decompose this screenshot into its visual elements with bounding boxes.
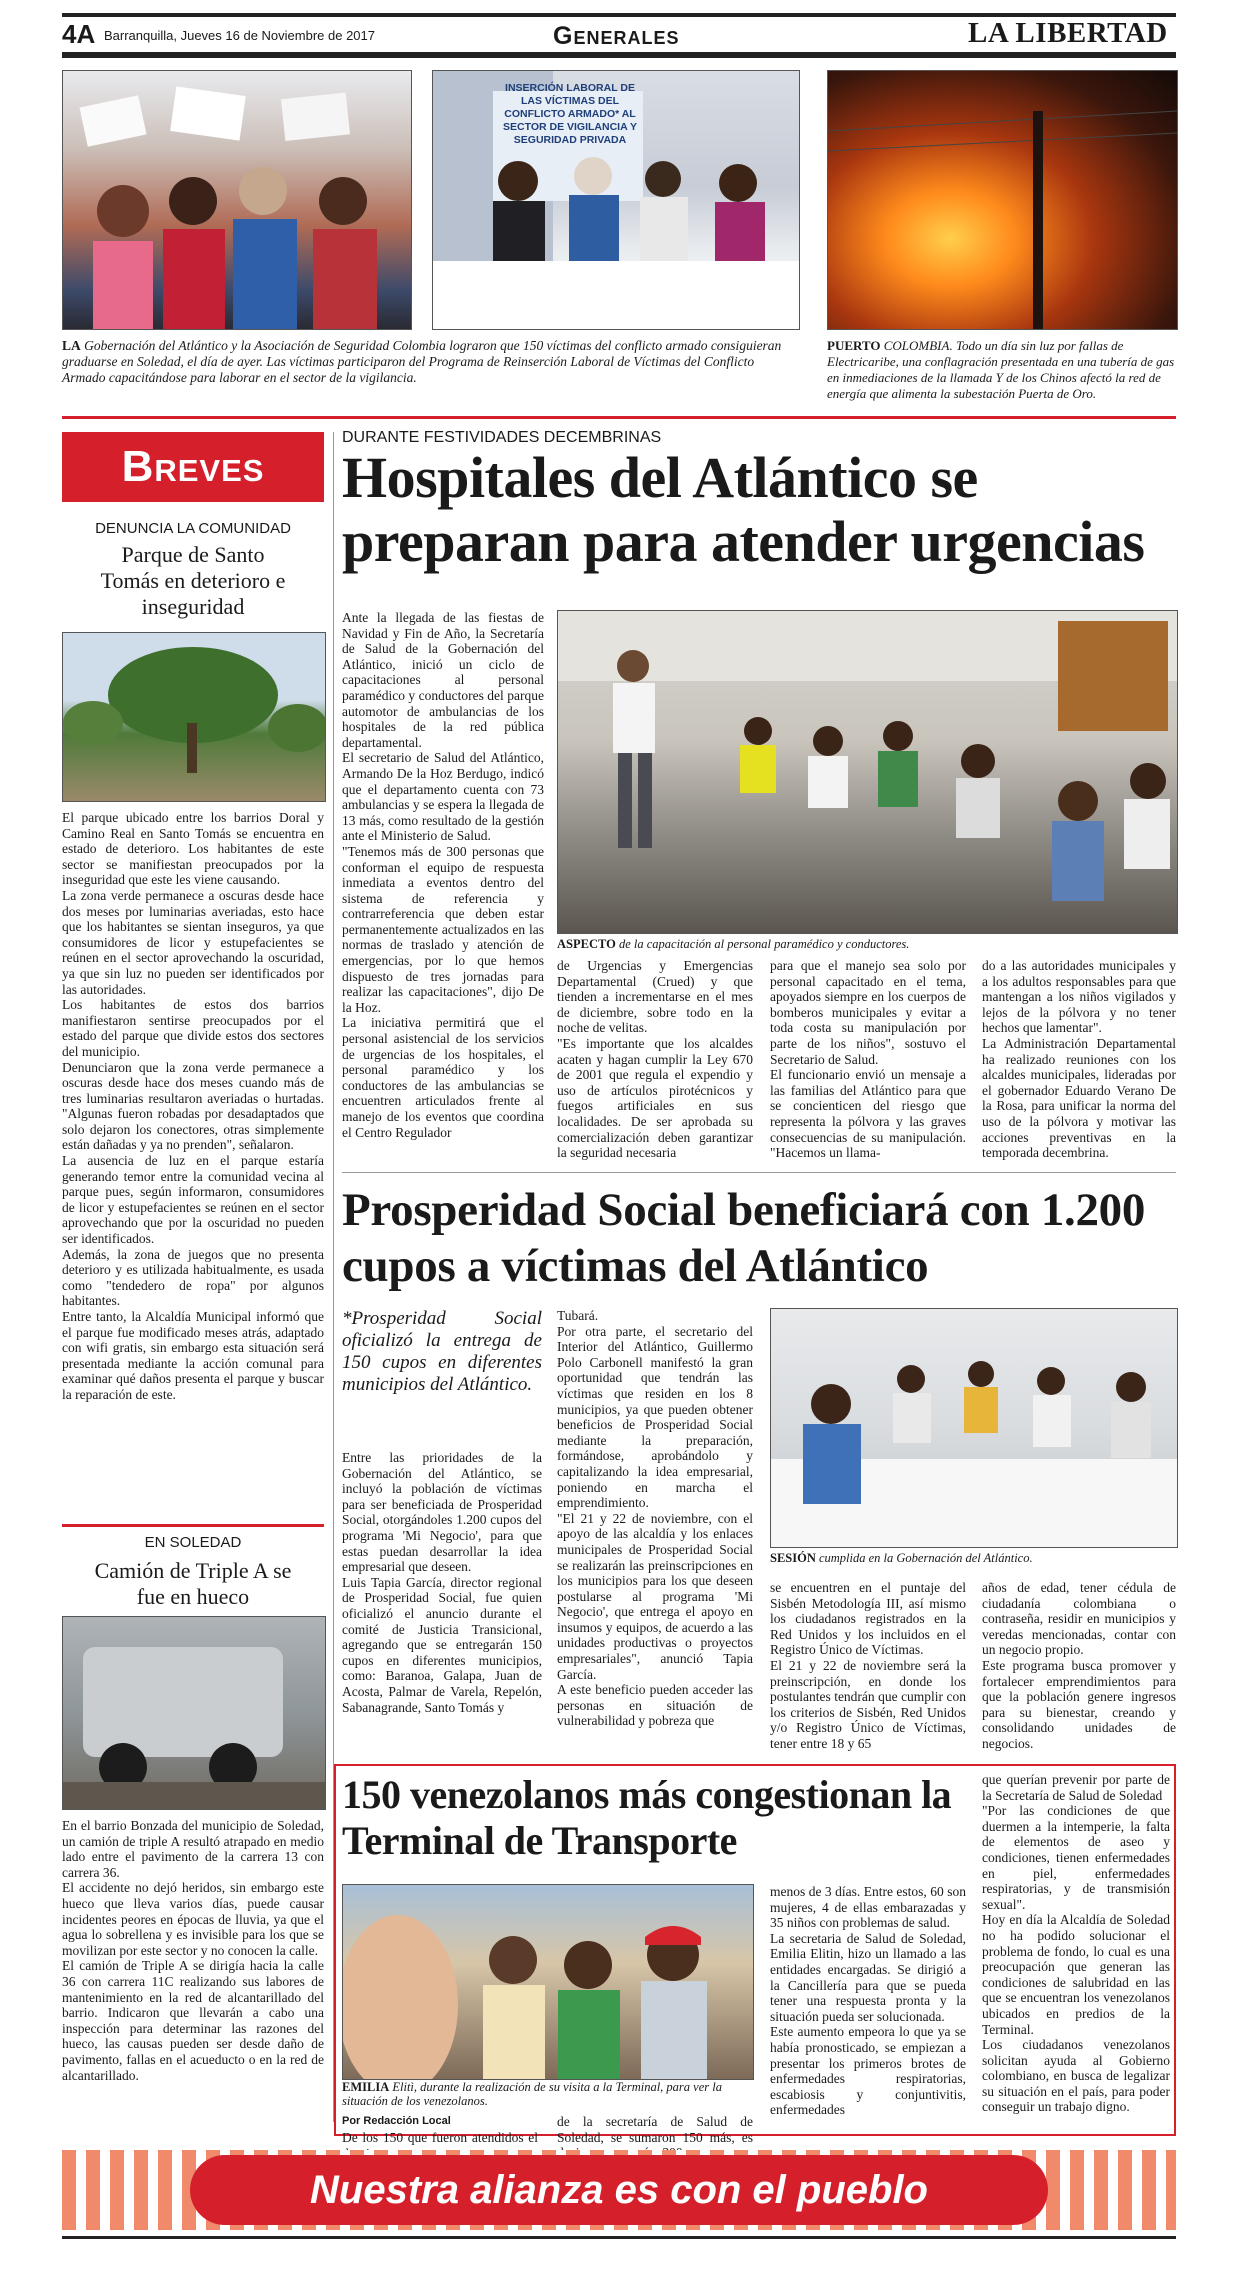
section-title: Generales xyxy=(553,22,680,50)
dateline: Barranquilla, Jueves 16 de Noviembre de 2017 xyxy=(104,28,376,43)
second-col1: Entre las prioridades de la Gobernación del Atlántico, se incluyó la población de víctimas para ser beneficiada de Prosperidad Social, otorgándoles 1.200 cupos del programa 'Mi Negocio', para que estas puedan desarrollar la idea empresarial que deseen. Luis Tapia García, director regional de Prosperidad Social, fue quien oficializó el anuncio durante el comité de Justicia Transicional, agregando que se entregarán 150 cupos en diferentes municipios, como: Baranoa, Galapa, Juan de Acosta, Palmar de Varela, Repelón, Sabanagrande, Santo Tomás y xyxy=(342,1450,542,1715)
fire-photo xyxy=(827,70,1178,330)
session-caption-text: cumplida en la Gobernación del Atlántico. xyxy=(818,1551,1033,1565)
session-photo xyxy=(770,1308,1178,1548)
training-caption-lead: ASPECTO xyxy=(557,937,616,951)
breves-item1-body xyxy=(62,810,324,1403)
masthead-logo: LA LIBERTAD xyxy=(968,17,1168,49)
terminal-caption xyxy=(342,2080,752,2108)
page-number: 4A xyxy=(62,19,96,49)
breves-item2-body xyxy=(62,1818,324,2083)
main-headline: Hospitales del Atlántico se preparan para atender urgencias xyxy=(342,445,1145,574)
third-col3: menos de 3 días. Entre estos, 60 son mujeres, 4 de ellas embarazadas y 35 niños con problemas de salud. La secretaria de Salud de Soledad, Emilia Elitin, hizo un llamado a las entidades encargadas. Se dirigió a la Cancillería para que se pueda tener una respuesta pronta y la situación pueda ser solucionada. Este aumento empeora lo que ya se había pronosticado, se empiezan a presentar los primeros brotes de enfermedades respiratorias, escabiosis y conjuntivitis, enfermedades xyxy=(770,1884,966,2118)
main-kicker: DURANTE FESTIVIDADES DECEMBRINAS xyxy=(342,429,662,446)
breves-item1-p7: Entre tanto, la Alcaldía Municipal informó que el parque fue modificado meses atrás, adaptado con wifi gratis, sin embargo esta situación será presentada mediante la acción comunal para examinar qué daños presenta el parque y buscar la reparación de este. xyxy=(62,1309,324,1402)
third-headline: 150 venezolanos más congestionan la Terminal de Transporte xyxy=(342,1772,952,1863)
breves-item1-p5: La ausencia de luz en el parque estaría generando temor entre la comunidad vecina al parque pues, según informaron, consumidores de licor y estupefacientes se reúnen en el sector aprovechando que por la oscuridad no pueden ser identificados. xyxy=(62,1153,324,1247)
top-red-rule xyxy=(62,416,1176,419)
third-byline: Por Redacción Local xyxy=(342,2115,451,2127)
footer-banner xyxy=(190,2155,1048,2225)
training-caption xyxy=(557,936,1176,952)
main-col4: do a las autoridades municipales y a los adultos responsables para que mantengan a los niños vigilados y lejos de la pólvora y no tener hechos que lamentar". La Administración Departamental ha realizado reuniones con los alcaldes municipales, lideradas por el gobernador Eduardo Verano De la Rosa, para unificar la norma del uso de la pólvora y motivar las acciones preventivas en la temporada decembrina. xyxy=(982,958,1176,1161)
training-photo xyxy=(557,610,1178,934)
graduation-photo xyxy=(62,70,412,330)
second-col2: Tubará. Por otra parte, el secretario del Interior del Atlántico, Guillermo Polo Carbonell manifestó la gran oportunidad que tendrán las víctimas que residen en los 8 municipios, ya que pueden obtener beneficios de Prosperidad Social mediante la preparación, formándose, aprobándolo y capitalizando la idea empresarial, poniendo en marcha el emprendimiento. "El 21 y 22 de noviembre, con el apoyo de las alcaldía y los enlaces municipales de Prosperidad Social se realizarán las preinscripciones en los municipios para los que deseen postularse al programa 'Mi Negocio', que entrega el apoyo en insumos y equipos, de acuerdo a las unidades productivas o proyectos empresariales", anunció Tapia García. A este beneficio pueden acceder las personas en situación de vulnerabilidad y pobreza que xyxy=(557,1308,753,1729)
breves-item2-p1: En el barrio Bonzada del municipio de Soledad, un camión de triple A resultó atrapado en medio lado entre el pavimento de la carrera 13 con carrera 36. xyxy=(62,1818,324,1880)
caption-graduation-lead: LA xyxy=(62,338,81,353)
breves-item1-title: Parque de Santo Tomás en deterioro e inseguridad xyxy=(100,542,286,619)
terminal-caption-lead: EMILIA xyxy=(342,2080,390,2094)
main-col1: Ante la llegada de las fiestas de Navidad y Fin de Año, la Secretaría de Salud de la Gobernación del Atlántico, inició un ciclo de capacitaciones al personal paramédico y conductores del parque automotor de ambulancias de los hospitales de la red pública departamental. El secretario de Salud del Atlántico, Armando De la Hoz Berdugo, indicó que el departamento cuenta con 73 ambulancias y se espera la llegada de 13 más, como resultado de la gestión ante el Ministerio de Salud. "Tenemos más de 300 personas que conforman el equipo de respuesta inmediata a eventos dentro del sistema de referencia y contrarreferencia que deben estar permanentemente actualizados en las normas de traslado y atención de emergencias, por lo que hemos dispuesto de tres jornadas para realizar las capacitaciones", dijo De la Hoz. La iniciativa permitirá que el personal asistencial de los servicios de urgencias de los hospitales, el personal paramédico y los conductores de las ambulancias se encuentren articulados frente al manejo de los eventos que coordina el Centro Regulador xyxy=(342,610,544,1140)
breves-title: Breves xyxy=(121,442,265,491)
breves-item1-kicker: DENUNCIA LA COMUNIDAD xyxy=(95,520,291,537)
breves-item2-p2: El accidente no dejó heridos, sin embargo este hueco que lleva varios días, puede causar incidentes peores en épocas de lluvia, ya que el agua lo sobrellena y es invisible para los que se movilizan por este sector y no conocen la calle. xyxy=(62,1880,324,1958)
breves-item1-p1: El parque ubicado entre los barrios Doral y Camino Real en Santo Tomás se encuentra en estado de deterioro. Los habitantes de este sector se manifiestan preocupados por la inseguridad que este les viene causando. xyxy=(62,810,324,888)
training-caption-text: de la capacitación al personal paramédico y conductores. xyxy=(618,937,910,951)
caption-fire-text: COLOMBIA. Todo un día sin luz por fallas de Electricaribe, una conflagración presentada en una tubería de gas en inmediaciones de la llamada Y de los Chinos afectó la red de energía que alimenta la subestación Puerta de Oro. xyxy=(827,338,1175,401)
main-col3: para que el manejo sea solo por personal capacitado en el tema, apoyados siempre en los cuerpos de bomberos municipales y evitar a toda costa su manipulación por parte de los niños", sostuvo el Secretario de Salud. El funcionario envió un mensaje a las familias del Atlántico para que se concienticen del riesgo que representa la pólvora y las graves consecuencias de su manipulación. "Hacemos un llama- xyxy=(770,958,966,1161)
terminal-photo xyxy=(342,1884,754,2080)
truck-photo xyxy=(62,1616,326,1810)
main-bottom-rule xyxy=(342,1172,1176,1173)
breves-item2-p3: El camión de Triple A se dirigía hacia la calle 36 con carrera 11C realizando sus labores de mantenimiento en la red de alcantarillado del barrio. Indicaron que llevarán a cabo una inspección para determinar las razones del hueco, las causas pueden ser desde daño de pavimento, fallas en el acueducto o en la red de alcantarillado. xyxy=(62,1958,324,2083)
third-col1: De los 150 que fueron atendidos el xyxy=(342,2130,538,2145)
main-col2: de Urgencias y Emergencias Departamental (Crued) y que tienden a incrementarse en el mes de diciembre, sobre todo en la noche de velitas. "Es importante que los alcaldes acaten y hagan cumplir la Ley 670 de 2001 que regula el expendio y uso de artículos pirotécnicos y fuegos artificiales en sus localidades. De ser aprobada su comercialización deben garantizar la seguridad necesaria xyxy=(557,958,753,1161)
third-col2: de la secretaría de Salud de Soledad, se sumaron 150 más, es xyxy=(557,2114,753,2145)
breves-divider xyxy=(62,1524,324,1527)
caption-graduation xyxy=(62,338,798,386)
breves-item2-title: Camión de Triple A se fue en hueco xyxy=(94,1558,292,1609)
breves-item1-p6: Además, la zona de juegos que no presenta deterioro y es utilizada habitualmente, es usada como "tendedero de ropa" por algunos habitantes. xyxy=(62,1246,324,1309)
caption-fire-lead: PUERTO xyxy=(827,338,881,353)
second-col4: años de edad, tener cédula de ciudadanía colombiana o contraseña, residir en municipios y veredas mencionadas, contar con un negocio propio. Este programa busca promover y fortalecer emprendimientos para que la población genere ingresos para su bienestar, creando y consolidando unidades de negocios. xyxy=(982,1580,1176,1751)
breves-item1-p2: La zona verde permanece a oscuras desde hace dos meses por luminarias averiadas, esto hace que los habitantes se sientan inseguros, ya que consumidores de licor y estupefacientes se reúnen en el sector aprovechando la oscuridad, ya que sin luz no pueden ser identificados por las autoridades. xyxy=(62,887,324,997)
park-photo xyxy=(62,632,326,802)
breves-item2-kicker: EN SOLEDAD xyxy=(144,1534,242,1551)
breves-box xyxy=(62,432,324,502)
forum-banner-text: INSERCIÓN LABORAL DE LAS VÍCTIMAS DEL CONFLICTO ARMADO* AL SECTOR DE VIGILANCIA Y SEGURIDAD PRIVADA xyxy=(503,82,637,146)
footer-rule xyxy=(62,2236,1176,2239)
session-caption-lead: SESIÓN xyxy=(770,1551,816,1565)
second-deck: *Prosperidad Social oficializó la entrega de 150 cupos en diferentes municipios del Atlántico. xyxy=(342,1308,542,1395)
caption-graduation-text: Gobernación del Atlántico y la Asociación de Seguridad Colombia lograron que 150 víctimas del conflicto armado consiguieran graduarse en Soledad, el día de ayer. Las víctimas participaron del Programa de Reinserción Laboral de Víctimas del Conflicto Armado capacitándose para laborar en el sector de la vigilancia. xyxy=(62,338,782,385)
session-caption xyxy=(770,1550,1176,1566)
footer-slogan: Nuestra alianza es con el pueblo xyxy=(310,2167,928,2212)
third-col4: que querían prevenir por parte de la Secretaría de Salud de Soledad "Por las condiciones de que duermen a la intemperie, la falta de elementos de aseo y condiciones, tienen enfermedades en piel, enfermedades respiratorias, y de transmisión sexual". Hoy en día la Alcaldía de Soledad no ha podido solucionar el problema de fondo, lo cual es una preocupación que generan las condiciones de salubridad en las que se encuentran los venezolanos ubicados en predios de la Terminal. Los ciudadanos venezolanos solicitan ayuda al Gobierno colombiano, en busca de legalizar su situación en el país, para poder conseguir un trabajo digno. xyxy=(982,1772,1170,2115)
second-col3: se encuentren en el puntaje del Sisbén Metodología III, así mismo los ciudadanos registrados en la Red Unidos y los incluidos en el Registro Único de Víctimas. El 21 y 22 de noviembre será la preinscripción, en donde los postulantes tendrán que cumplir con los criterios de Sisbén, Red Unidos y/o Registro Único de Víctimas, tener entre 18 y 65 xyxy=(770,1580,966,1751)
header-bottom-rule xyxy=(62,52,1176,58)
caption-fire xyxy=(827,338,1176,402)
breves-item1-p3: Los habitantes de estos dos barrios manifiestaron sentirse preocupados por el estado del parque que divide estos dos sectores del municipio. xyxy=(62,997,324,1059)
second-headline: Prosperidad Social beneficiará con 1.200 cupos a víctimas del Atlántico xyxy=(342,1184,1146,1292)
breves-item1-p4: Denunciaron que la zona verde permanece a oscuras desde hace dos meses cuando más de tres luminarias resultaron averiadas o hurtadas. "Algunas fueron robadas por desadaptados que solo dejaron los conectores, otras simplemente están dañadas y ya no prenden", señalaron. xyxy=(62,1059,324,1153)
terminal-caption-text: Elitì, durante la realización de su visita a la Terminal, para ver la situación de los venezolanos. xyxy=(342,2080,722,2108)
